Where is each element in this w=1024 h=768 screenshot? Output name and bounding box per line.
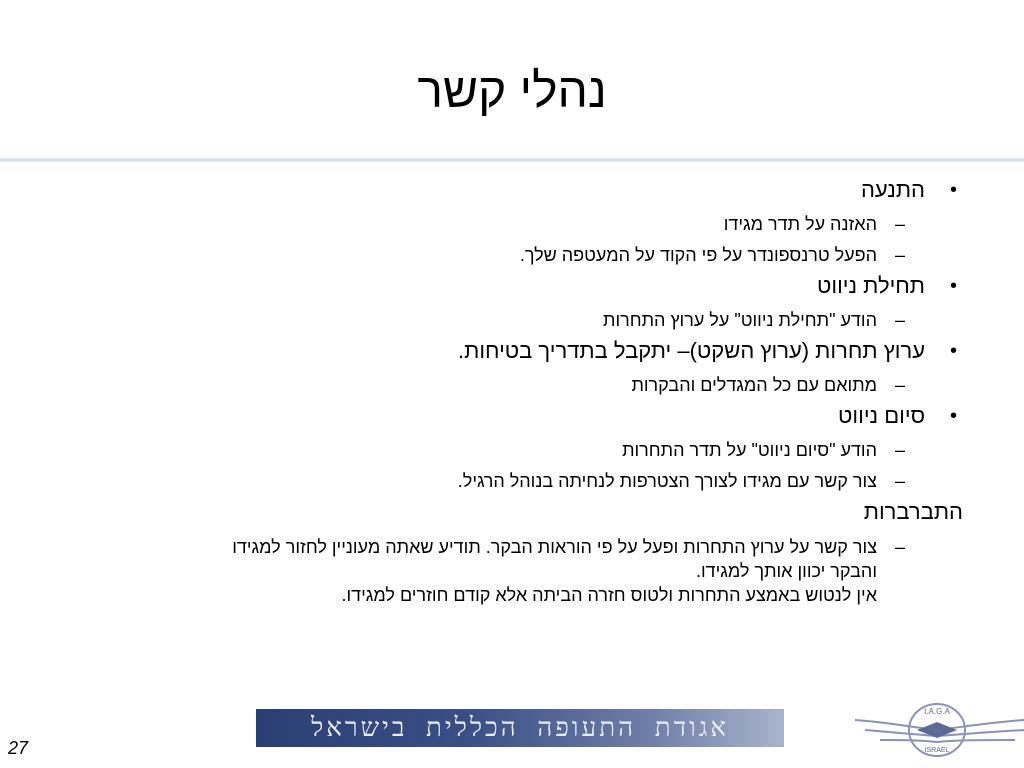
sub-bullet-text: צור קשר עם מגידו לצורך הצטרפות לנחיתה בנוהל הרגיל.: [457, 471, 877, 491]
iaga-wings-logo: [845, 692, 1024, 768]
bullet-item: [200, 402, 967, 430]
banner-text: אגודת התעופה הכללית בישראל: [311, 713, 729, 743]
dash-marker: –: [894, 310, 905, 330]
bullet-item: [200, 337, 967, 365]
section-heading-text: התברברות: [863, 499, 963, 524]
title-divider: [0, 158, 1024, 162]
dash-marker: –: [894, 214, 905, 234]
sub-bullet-text: צור קשר על ערוץ התחרות ופעל על פי הוראות הבקר. תודיע שאתה מעוניין לחזור למגידו והבקר יכוון אותך למגידו. אין לנטוש באמצע התחרות ולטוס חזרה הביתה אלא קודם חוזרים למגידו.: [232, 537, 877, 605]
sub-bullet-item: [200, 213, 967, 235]
logo-text-bottom: ISRAEL: [924, 747, 950, 754]
dash-marker: –: [894, 471, 905, 491]
logo-text-top: I.A.G.A: [924, 707, 950, 716]
sub-bullet-item: [200, 309, 967, 331]
sub-bullet-item: [200, 470, 967, 492]
bullet-marker: •: [949, 405, 957, 427]
bullet-text: התנעה: [860, 177, 925, 202]
sub-bullet-item: [200, 439, 967, 461]
bullet-text: ערוץ תחרות (ערוץ השקט)– יתקבל בתדריך בטיחות.: [458, 338, 925, 363]
page-number: 27: [8, 738, 29, 758]
sub-bullet-text: הודע "תחילת ניווט" על ערוץ התחרות: [603, 310, 877, 330]
organization-banner: [256, 709, 784, 747]
slide-title: נהלי קשר: [417, 65, 607, 118]
sub-bullet-text: האזנה על תדר מגידו: [723, 214, 877, 234]
dash-marker: –: [894, 537, 905, 557]
bullet-text: תחילת ניווט: [817, 273, 925, 298]
sub-bullet-item: [200, 374, 967, 396]
sub-bullet-text: הודע "סיום ניווט" על תדר התחרות: [622, 440, 877, 460]
bullet-text: סיום ניווט: [838, 403, 925, 428]
bullet-marker: •: [949, 340, 957, 362]
sub-bullet-item: [200, 244, 967, 266]
sub-bullet-text: מתואם עם כל המגדלים והבקרות: [631, 375, 877, 395]
sub-bullet-item: [200, 535, 967, 607]
bullet-list: [200, 176, 967, 607]
bullet-marker: •: [949, 275, 957, 297]
bullet-marker: •: [949, 179, 957, 201]
sub-bullet-text: הפעל טרנספונדר על פי הקוד על המעטפה שלך.: [519, 245, 877, 265]
section-heading: [200, 498, 967, 526]
bullet-item: [200, 272, 967, 300]
dash-marker: –: [894, 440, 905, 460]
dash-marker: –: [894, 245, 905, 265]
bullet-item: [200, 176, 967, 204]
dash-marker: –: [894, 375, 905, 395]
